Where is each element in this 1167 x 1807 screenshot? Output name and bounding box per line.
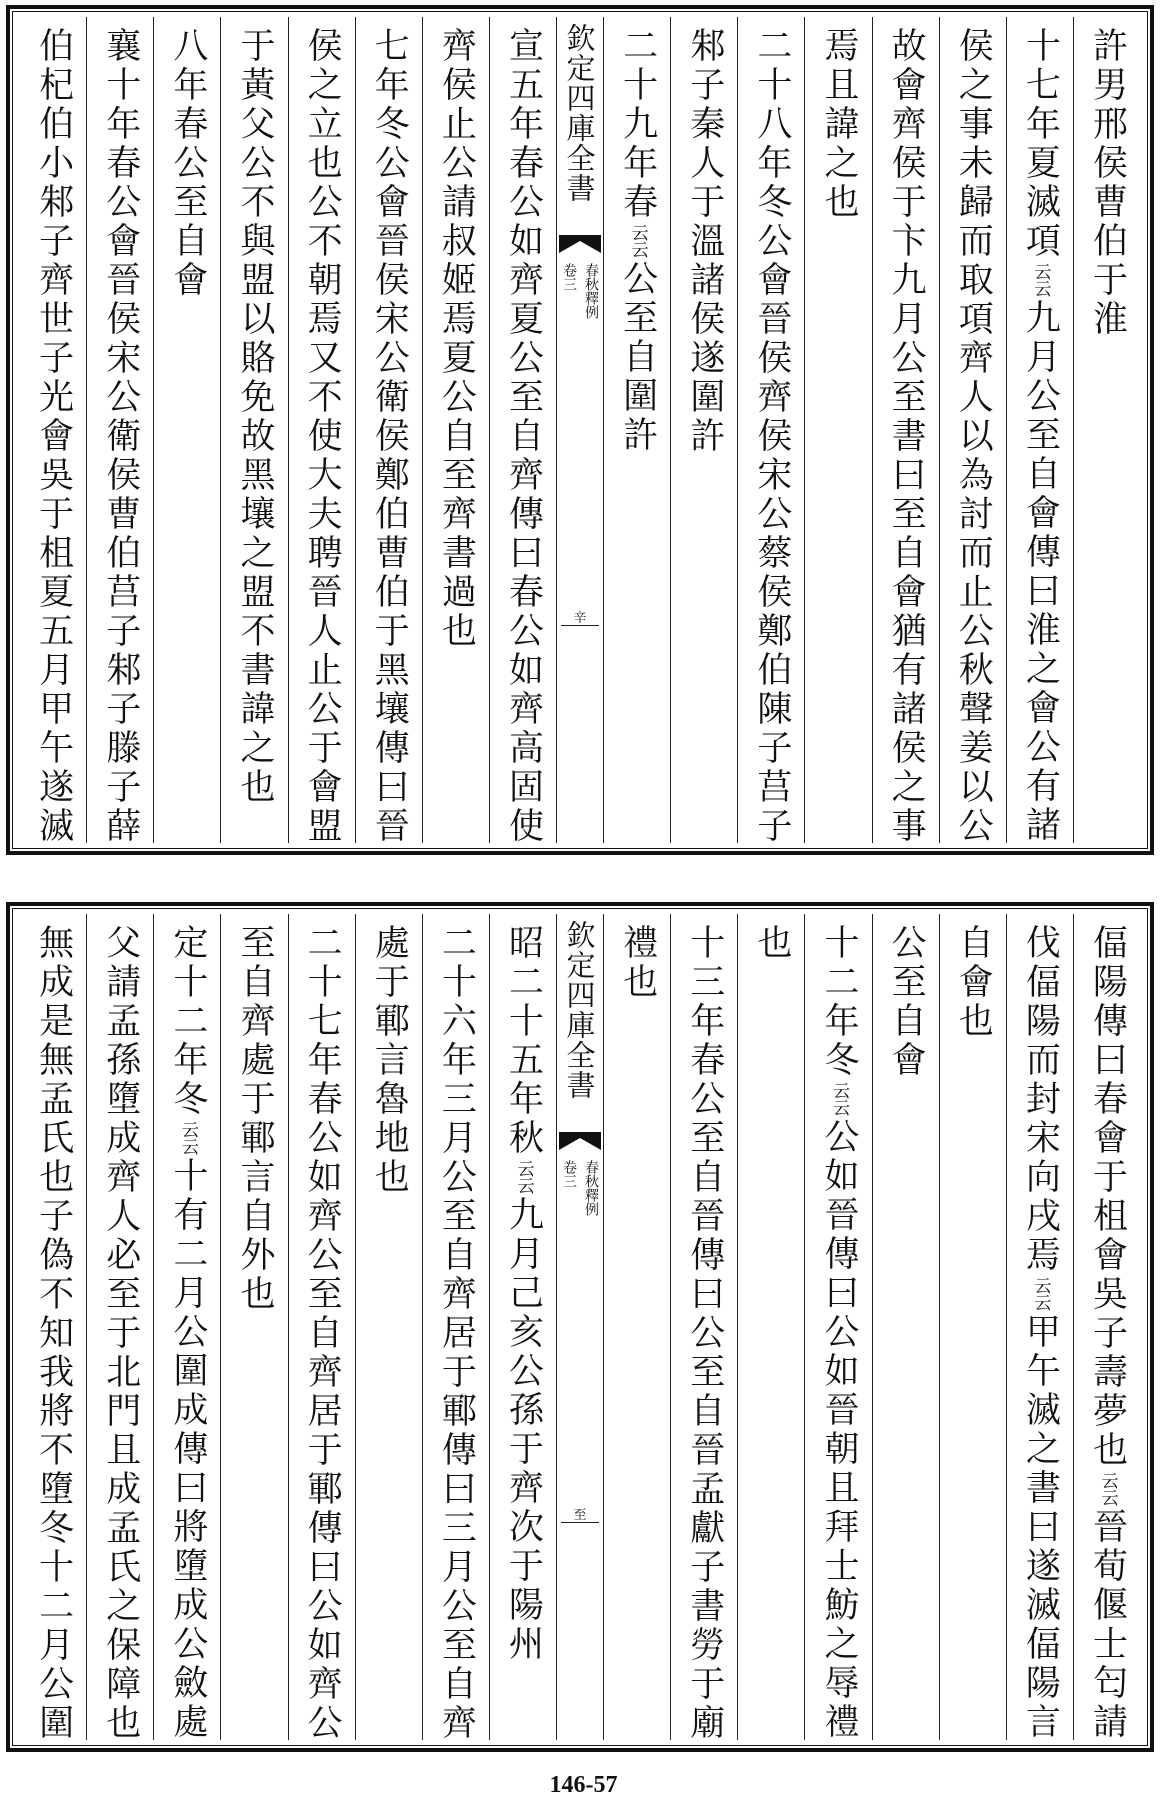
annotation-mark: 云云: [513, 1160, 534, 1194]
column-text: 禮也: [617, 924, 658, 1002]
annotation-mark: 云云: [1030, 263, 1051, 297]
column-text: 襄十年春公會晉侯宋公衛侯曹伯莒子邾子滕子薛: [100, 27, 141, 846]
column-text: 處于鄆言魯地也: [369, 924, 410, 1197]
page-number: 146-57: [549, 1772, 618, 1798]
column-text: 許男邢侯曹伯于淮: [1087, 27, 1128, 339]
text-column: [804, 17, 871, 843]
column-text: 邾子秦人于溫諸侯遂圍許: [684, 27, 725, 456]
volume-label: 卷三: [561, 1160, 577, 1188]
collection-title: 欽定四庫全書: [562, 920, 597, 1100]
text-column: [939, 17, 1006, 846]
text-column: [872, 914, 939, 1740]
text-column: [1073, 17, 1140, 843]
column-text: 齊侯止公請叔姬焉夏公自至齊書過也: [436, 27, 477, 651]
column-text: 于黃父公不與盟以賂免故黑壤之盟不書諱之也: [234, 27, 275, 807]
column-text: 二十六年三月公至自齊居于鄆傳曰三月公至自齊: [436, 924, 477, 1743]
text-column: [422, 17, 489, 843]
column-text: 無成是無孟氏也子偽不知我將不墮冬十二月公圍: [33, 924, 74, 1743]
text-column: [288, 17, 355, 846]
column-text: 侯之立也公不朝焉又不使大夫聘晉人止公于會盟: [302, 27, 343, 846]
column-text: 伯杞伯小邾子齊世子光會吳于柤夏五月甲午遂滅: [33, 27, 74, 846]
column-text: 焉且諱之也: [818, 27, 859, 222]
book-title: 春秋釋例: [583, 1160, 599, 1216]
text-column: [220, 17, 287, 843]
volume-label: 卷三: [561, 263, 577, 291]
text-column: [1006, 914, 1073, 1740]
column-text: 故會齊侯于卞九月公至書曰至自會猶有諸侯之事: [886, 27, 927, 846]
book-volume-label: [557, 1160, 603, 1216]
annotation-mark: 云云: [177, 1121, 198, 1155]
text-column: [670, 914, 737, 1743]
text-column: [86, 17, 153, 846]
column-text: 至自齊處于鄆言自外也: [234, 924, 275, 1314]
text-column: [939, 914, 1006, 1740]
column-text: 宣五年春公如齊夏公至自齊傳曰春公如齊高固使: [503, 27, 544, 846]
column-text: 定十二年冬云云十有二月公圍成傳曰將墮成公斂處: [167, 924, 208, 1742]
fish-tail-mark-icon: [559, 1132, 601, 1150]
text-column: [489, 914, 556, 1740]
text-column: [603, 17, 670, 843]
text-column: [603, 914, 670, 1740]
text-column: [288, 914, 355, 1743]
top-text-columns: [20, 17, 1140, 846]
text-column: [1006, 17, 1073, 843]
fold-rule: [561, 1522, 599, 1523]
column-text: 八年春公至自會: [167, 27, 208, 300]
annotation-mark: 云云: [1097, 1472, 1118, 1506]
text-column: [86, 914, 153, 1743]
text-column: [737, 17, 804, 846]
column-text: 十七年夏滅項云云九月公至自會傳曰淮之會公有諸: [1020, 27, 1061, 845]
column-text: 自會也: [953, 924, 994, 1041]
column-text: 十二年冬云云公如晉傳曰公如晉朝且拜士魴之辱禮: [818, 924, 859, 1742]
text-column: [20, 914, 86, 1743]
collection-title: 欽定四庫全書: [562, 23, 597, 203]
text-column: [489, 17, 556, 846]
text-column: [355, 914, 422, 1740]
text-column: [804, 914, 871, 1740]
annotation-mark: 云云: [627, 224, 648, 258]
top-page-frame: [6, 5, 1154, 855]
center-fold-column: [556, 17, 603, 843]
text-column: [355, 17, 422, 846]
column-text: 公至自會: [886, 924, 927, 1080]
column-text: 伐偪陽而封宋向戌焉云云甲午滅之書曰遂滅偪陽言: [1020, 924, 1061, 1742]
annotation-mark: 云云: [1030, 1277, 1051, 1311]
column-text: 偪陽傳曰春會于柤會吳子壽夢也云云晉荀偃士匄請: [1087, 924, 1128, 1742]
text-column: [153, 17, 220, 843]
book-volume-label: [557, 263, 603, 319]
text-column: [20, 17, 86, 846]
column-text: 十三年春公至自晉傳曰公至自晉孟獻子書勞于廟: [684, 924, 725, 1743]
leaf-number: 辛: [573, 611, 587, 626]
text-column: [670, 17, 737, 843]
column-text: 二十七年春公如齊公至自齊居于鄆傳曰公如齊公: [302, 924, 343, 1743]
column-text: 七年冬公會晉侯宋公衛侯鄭伯曹伯于黑壤傳曰晉: [369, 27, 410, 846]
fish-tail-mark-icon: [559, 235, 601, 253]
text-column: [220, 914, 287, 1740]
bottom-page-frame: [6, 902, 1154, 1752]
text-column: [153, 914, 220, 1740]
text-column: [422, 914, 489, 1743]
annotation-mark: 云云: [828, 1082, 849, 1116]
column-text: 父請孟孫墮成齊人必至于北門且成孟氏之保障也: [100, 924, 141, 1743]
column-text: 也: [751, 924, 792, 963]
fold-rule: [561, 625, 599, 626]
leaf-number: 至: [573, 1508, 587, 1523]
text-column: [872, 17, 939, 846]
book-title: 春秋釋例: [583, 263, 599, 319]
column-text: 侯之事未歸而取項齊人以為討而止公秋聲姜以公: [953, 27, 994, 846]
center-fold-column: [556, 914, 603, 1740]
column-text: 昭二十五年秋云云九月己亥公孫于齊次于陽州: [503, 924, 544, 1664]
text-column: [737, 914, 804, 1740]
bottom-text-columns: [20, 914, 1140, 1743]
text-column: [1073, 914, 1140, 1740]
column-text: 二十八年冬公會晉侯齊侯宋公蔡侯鄭伯陳子莒子: [751, 27, 792, 846]
column-text: 二十九年春云云公至自圍許: [617, 27, 658, 455]
